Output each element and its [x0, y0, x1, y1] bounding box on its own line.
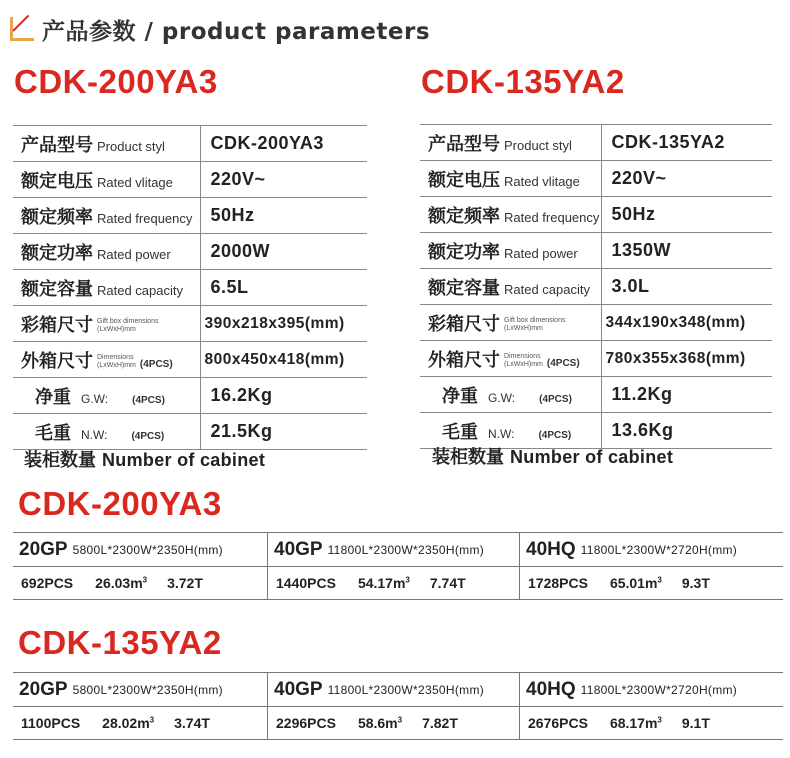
pcs-note: (4PCS) [132, 394, 165, 406]
spec-label [420, 197, 601, 233]
label-zh: 额定容量 [428, 277, 500, 299]
shipping-model-title: CDK-135YA2 [18, 624, 222, 661]
spec-value: 344x190x348(mm) [601, 305, 772, 341]
spec-value: 800x450x418(mm) [200, 342, 367, 378]
spec-label [420, 305, 601, 341]
label-en: Rated vlitage [97, 174, 173, 190]
model-title-left: CDK-200YA3 [14, 63, 218, 100]
label-en: G.W: [488, 390, 516, 405]
container-cell [13, 673, 267, 706]
container-cell [267, 533, 519, 566]
spec-value: CDK-200YA3 [200, 126, 367, 162]
spec-value: 21.5Kg [200, 414, 367, 450]
spec-value: 3.0L [601, 269, 772, 305]
container-volume: $65.01m^3$ [609, 575, 662, 591]
container-type-row [13, 533, 783, 566]
label-en: Rated vlitage [504, 173, 580, 189]
spec-row [13, 342, 367, 378]
shipping-model-title: CDK-200YA3 [18, 485, 222, 522]
text-part: Dimensions [504, 353, 541, 360]
label-zh: 额定功率 [21, 242, 93, 264]
container-weight: 7.74T [429, 575, 466, 591]
spec-value: 50Hz [601, 197, 772, 233]
text-part [12, 15, 29, 32]
container-type-row [13, 673, 783, 706]
label-en: N.W: [488, 426, 515, 441]
label-zh: 彩箱尺寸 [428, 313, 500, 335]
container-weight: 9.1T [681, 715, 710, 731]
container-volume: $68.17m^3$ [609, 715, 662, 731]
container-volume: $58.6m^3$ [357, 715, 403, 731]
container-cell [13, 567, 267, 599]
label-en: Rated capacity [97, 282, 183, 298]
spec-label [13, 234, 200, 270]
spec-value: 220V~ [601, 161, 772, 197]
label-zh: 外箱尺寸 [21, 350, 93, 372]
pcs-note: (4PCS) [546, 357, 580, 369]
container-volume: $26.03m^3$ [95, 575, 148, 591]
spec-row [13, 414, 367, 450]
spec-row [420, 125, 772, 161]
container-cell [13, 533, 267, 566]
spec-value: 2000W [200, 234, 367, 270]
container-cell [519, 533, 783, 566]
container-weight: 3.74T [174, 715, 210, 731]
spec-value: 13.6Kg [601, 413, 772, 449]
container-weight: 3.72T [167, 575, 203, 591]
container-type: 20GP [19, 538, 68, 560]
container-type: 40HQ [526, 678, 576, 700]
text-part: (LxWxH)mm [97, 362, 136, 369]
label-en: Rated power [504, 245, 578, 261]
section-title: 产品参数 / product parameters [42, 18, 431, 45]
label-en: N.W: [81, 427, 108, 442]
spec-label [13, 162, 200, 198]
text-part: 28.02m [102, 715, 150, 731]
label-zh: 额定频率 [428, 205, 500, 227]
label-zh: 净重 [35, 386, 71, 408]
container-weight: 7.82T [422, 715, 458, 731]
container-cell [519, 567, 783, 599]
spec-row [420, 305, 772, 341]
label-zh: 额定功率 [428, 241, 500, 263]
spec-table-left [13, 125, 367, 450]
pcs-note: (4PCS) [139, 358, 173, 370]
label-en: Product styl [97, 138, 165, 154]
container-type: 40GP [274, 538, 323, 560]
label-zh: 额定频率 [21, 206, 93, 228]
spec-label [13, 306, 200, 342]
container-cell [519, 707, 783, 739]
label-zh: 彩箱尺寸 [21, 314, 93, 336]
spec-row [420, 197, 772, 233]
spec-row [420, 377, 772, 413]
spec-value: 50Hz [200, 198, 367, 234]
label-en: G.W: [81, 391, 109, 406]
container-dimensions: 5800L*2300W*2350H(mm) [72, 682, 223, 697]
spec-value: 390x218x395(mm) [200, 306, 367, 342]
text-part: Gift box dimensions [97, 318, 159, 325]
container-cell [267, 673, 519, 706]
container-quantity: 1100PCS [21, 715, 81, 731]
label-en: Rated power [97, 246, 171, 262]
label-zh: 毛重 [442, 421, 478, 443]
label-en [504, 317, 565, 333]
container-cell [13, 707, 267, 739]
container-dimensions: 11800L*2300W*2720H(mm) [580, 682, 738, 697]
spec-value: 1350W [601, 233, 772, 269]
spec-label [13, 198, 200, 234]
label-en [97, 354, 136, 370]
pcs-note: (4PCS) [538, 429, 572, 441]
label-en [97, 318, 158, 334]
spec-row [13, 162, 367, 198]
text-part: Dimensions [97, 354, 134, 361]
spec-value: 11.2Kg [601, 377, 772, 413]
container-weight: 9.3T [681, 575, 710, 591]
spec-label [420, 269, 601, 305]
spec-row [13, 198, 367, 234]
text-part: 58.6m [357, 715, 398, 731]
container-quantity: 2676PCS [528, 715, 588, 731]
pcs-note: (4PCS) [131, 430, 165, 442]
container-quantity: 1440PCS [276, 575, 336, 591]
spec-value: 16.2Kg [200, 378, 367, 414]
label-zh: 产品型号 [428, 133, 500, 155]
container-quantity: 2296PCS [276, 715, 336, 731]
cabinet-label-left [24, 446, 265, 472]
shipping-table [13, 532, 783, 600]
label-zh: 装柜数量 [24, 450, 96, 471]
container-dimensions: 11800L*2300W*2350H(mm) [327, 682, 485, 697]
text-part: 68.17m [609, 715, 658, 731]
label-zh: 额定电压 [428, 169, 500, 191]
spec-row [420, 269, 772, 305]
container-dimensions: 5800L*2300W*2350H(mm) [72, 542, 223, 557]
container-dimensions: 11800L*2300W*2350H(mm) [327, 542, 485, 557]
spec-row [13, 126, 367, 162]
label-zh: 额定电压 [21, 170, 93, 192]
text-part: 65.01m [609, 575, 658, 591]
label-en: Rated frequency [504, 209, 600, 225]
spec-label [420, 377, 601, 413]
section-header [10, 12, 430, 46]
label-en: Number of cabinet [102, 450, 266, 470]
container-cell [519, 673, 783, 706]
spec-label [420, 161, 601, 197]
text-part [10, 38, 34, 41]
container-volume: $54.17m^3$ [357, 575, 410, 591]
label-zh: 额定容量 [21, 278, 93, 300]
text-part: 54.17m [357, 575, 406, 591]
container-quantity: 692PCS [21, 575, 74, 591]
label-en: Rated frequency [97, 210, 193, 226]
model-title-right: CDK-135YA2 [421, 63, 625, 100]
spec-row [13, 270, 367, 306]
container-load-row [13, 706, 783, 739]
spec-row [13, 234, 367, 270]
spec-label [13, 270, 200, 306]
label-zh: 产品型号 [21, 134, 93, 156]
label-zh: 装柜数量 [432, 447, 504, 468]
label-en: Number of cabinet [510, 447, 674, 467]
spec-value: 6.5L [200, 270, 367, 306]
label-en: Product styl [504, 137, 572, 153]
text-part: (LxWxH)mm [504, 325, 543, 332]
text-part: 26.03m [95, 575, 143, 591]
label-zh: 毛重 [35, 422, 71, 444]
container-type: 40GP [274, 678, 323, 700]
container-dimensions: 11800L*2300W*2720H(mm) [580, 542, 738, 557]
spec-table-right [420, 124, 772, 449]
spec-row [420, 233, 772, 269]
spec-row [13, 378, 367, 414]
container-cell [267, 707, 519, 739]
spec-label [420, 233, 601, 269]
container-load-row [13, 566, 783, 599]
spec-label [13, 126, 200, 162]
container-cell [267, 567, 519, 599]
text-part: (LxWxH)mm [97, 326, 136, 333]
container-type: 40HQ [526, 538, 576, 560]
container-volume: $28.02m^3$ [102, 715, 155, 731]
pcs-note: (4PCS) [539, 393, 572, 405]
spec-label [420, 125, 601, 161]
label-en: Rated capacity [504, 281, 590, 297]
label-en [504, 353, 543, 369]
spec-label [13, 342, 200, 378]
label-zh: 净重 [442, 385, 478, 407]
text-part: (LxWxH)mm [504, 361, 543, 368]
spec-label [13, 378, 200, 414]
spec-row [420, 341, 772, 377]
text-part: Gift box dimensions [504, 317, 566, 324]
label-zh: 外箱尺寸 [428, 349, 500, 371]
spec-label [420, 341, 601, 377]
container-quantity: 1728PCS [528, 575, 588, 591]
spec-value: 780x355x368(mm) [601, 341, 772, 377]
corner-arrow-icon [10, 17, 34, 41]
shipping-table [13, 672, 783, 740]
spec-row [420, 161, 772, 197]
spec-value: CDK-135YA2 [601, 125, 772, 161]
spec-label [13, 414, 200, 450]
container-type: 20GP [19, 678, 68, 700]
cabinet-label-right [432, 443, 673, 469]
spec-value: 220V~ [200, 162, 367, 198]
spec-row [13, 306, 367, 342]
